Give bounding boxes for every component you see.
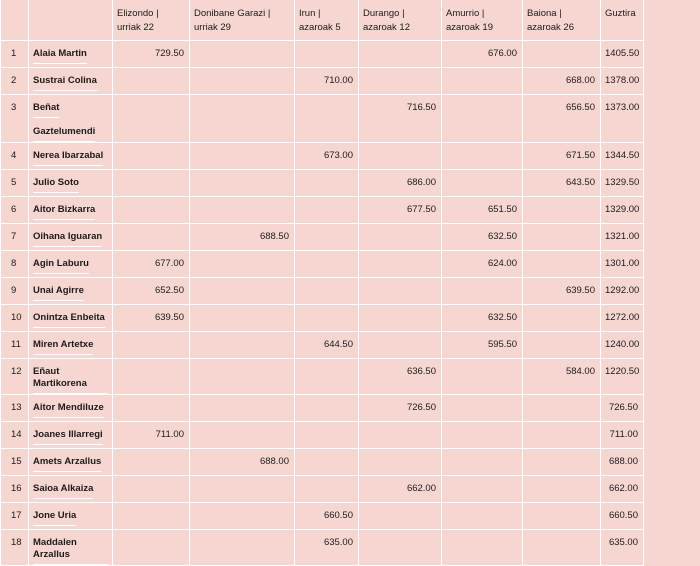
score-donibane bbox=[190, 332, 295, 359]
table-row bbox=[1, 332, 644, 359]
score-durango bbox=[359, 251, 442, 278]
competitor-name-cell bbox=[29, 278, 113, 305]
competitor-name-link[interactable]: Saioa Alkaiza bbox=[33, 483, 93, 499]
competitor-name-link[interactable]: Jone Uria bbox=[33, 510, 76, 526]
competitor-name-link[interactable]: Maddalen Arzallus bbox=[33, 537, 108, 565]
score-baiona bbox=[523, 41, 601, 68]
score-durango bbox=[359, 422, 442, 449]
row-number: 14 bbox=[1, 422, 29, 449]
competitor-name-cell bbox=[29, 305, 113, 332]
row-number: 3 bbox=[1, 95, 29, 143]
total-score: 1329.00 bbox=[601, 197, 644, 224]
table-row bbox=[1, 197, 644, 224]
competitor-name-cell bbox=[29, 530, 113, 566]
competitor-name-cell bbox=[29, 224, 113, 251]
score-donibane: 688.00 bbox=[190, 449, 295, 476]
table-row bbox=[1, 224, 644, 251]
score-amurrio: 632.50 bbox=[442, 305, 523, 332]
score-donibane bbox=[190, 170, 295, 197]
col-header-guztira: Guztira bbox=[601, 0, 644, 41]
score-elizondo bbox=[113, 503, 190, 530]
score-elizondo bbox=[113, 224, 190, 251]
row-number: 4 bbox=[1, 143, 29, 170]
col-header-amurrio: Amurrio | azaroak 19 bbox=[442, 0, 523, 41]
table-row bbox=[1, 170, 644, 197]
col-header-donibane: Donibane Garazi | urriak 29 bbox=[190, 0, 295, 41]
competitor-name-cell bbox=[29, 41, 113, 68]
score-elizondo bbox=[113, 530, 190, 566]
score-durango: 662.00 bbox=[359, 476, 442, 503]
competitor-name-link[interactable]: Amets Arzallus bbox=[33, 456, 101, 472]
table-row bbox=[1, 278, 644, 305]
table-row bbox=[1, 68, 644, 95]
competitor-name-cell bbox=[29, 251, 113, 278]
score-irun bbox=[295, 305, 359, 332]
total-score: 726.50 bbox=[601, 395, 644, 422]
score-amurrio: 595.50 bbox=[442, 332, 523, 359]
score-durango bbox=[359, 503, 442, 530]
score-baiona bbox=[523, 395, 601, 422]
table-row bbox=[1, 503, 644, 530]
score-donibane bbox=[190, 359, 295, 395]
score-durango bbox=[359, 530, 442, 566]
score-durango: 726.50 bbox=[359, 395, 442, 422]
table-row bbox=[1, 395, 644, 422]
competitor-name-link[interactable]: Beñat bbox=[33, 102, 59, 118]
row-number: 9 bbox=[1, 278, 29, 305]
score-elizondo bbox=[113, 170, 190, 197]
score-elizondo: 677.00 bbox=[113, 251, 190, 278]
score-irun bbox=[295, 359, 359, 395]
score-elizondo bbox=[113, 332, 190, 359]
competitor-name-link[interactable]: Miren Artetxe bbox=[33, 339, 93, 355]
row-number: 16 bbox=[1, 476, 29, 503]
score-donibane bbox=[190, 95, 295, 143]
score-irun bbox=[295, 395, 359, 422]
total-score: 1292.00 bbox=[601, 278, 644, 305]
score-elizondo: 652.50 bbox=[113, 278, 190, 305]
col-header-num bbox=[1, 0, 29, 41]
table-row bbox=[1, 143, 644, 170]
score-donibane bbox=[190, 422, 295, 449]
score-baiona bbox=[523, 224, 601, 251]
row-number: 11 bbox=[1, 332, 29, 359]
score-baiona bbox=[523, 197, 601, 224]
score-durango bbox=[359, 41, 442, 68]
total-score: 1301.00 bbox=[601, 251, 644, 278]
score-irun bbox=[295, 41, 359, 68]
competitor-name-link[interactable]: Sustrai Colina bbox=[33, 75, 97, 91]
total-score: 662.00 bbox=[601, 476, 644, 503]
competitor-name-cell bbox=[29, 422, 113, 449]
row-number: 10 bbox=[1, 305, 29, 332]
score-elizondo bbox=[113, 359, 190, 395]
score-donibane bbox=[190, 305, 295, 332]
competitor-name-link[interactable]: Joanes Illarregi bbox=[33, 429, 103, 445]
competitor-name-cell bbox=[29, 170, 113, 197]
score-durango bbox=[359, 68, 442, 95]
score-irun: 660.50 bbox=[295, 503, 359, 530]
score-amurrio bbox=[442, 422, 523, 449]
row-number: 2 bbox=[1, 68, 29, 95]
score-elizondo: 711.00 bbox=[113, 422, 190, 449]
score-amurrio bbox=[442, 278, 523, 305]
score-baiona: 656.50 bbox=[523, 95, 601, 143]
score-baiona bbox=[523, 503, 601, 530]
score-amurrio bbox=[442, 143, 523, 170]
total-score: 1378.00 bbox=[601, 68, 644, 95]
row-number: 17 bbox=[1, 503, 29, 530]
score-donibane bbox=[190, 395, 295, 422]
total-score: 660.50 bbox=[601, 503, 644, 530]
score-durango bbox=[359, 332, 442, 359]
score-elizondo bbox=[113, 476, 190, 503]
score-baiona bbox=[523, 251, 601, 278]
total-score: 711.00 bbox=[601, 422, 644, 449]
table-row bbox=[1, 305, 644, 332]
total-score: 1240.00 bbox=[601, 332, 644, 359]
score-durango: 716.50 bbox=[359, 95, 442, 143]
score-baiona bbox=[523, 476, 601, 503]
score-irun bbox=[295, 422, 359, 449]
competitor-name-cell bbox=[29, 197, 113, 224]
score-irun bbox=[295, 170, 359, 197]
col-header-elizondo: Elizondo | urriak 22 bbox=[113, 0, 190, 41]
total-score: 688.00 bbox=[601, 449, 644, 476]
table-row bbox=[1, 359, 644, 395]
score-irun bbox=[295, 476, 359, 503]
col-header-irun: Irun | azaroak 5 bbox=[295, 0, 359, 41]
table-row bbox=[1, 422, 644, 449]
score-elizondo bbox=[113, 449, 190, 476]
score-amurrio bbox=[442, 95, 523, 143]
col-header-name bbox=[29, 0, 113, 41]
score-elizondo bbox=[113, 68, 190, 95]
score-elizondo bbox=[113, 95, 190, 143]
table-row bbox=[1, 530, 644, 566]
table-row bbox=[1, 95, 644, 143]
competitor-name-link[interactable]: Gaztelumendi bbox=[33, 126, 95, 142]
score-amurrio bbox=[442, 170, 523, 197]
score-donibane: 688.50 bbox=[190, 224, 295, 251]
score-durango bbox=[359, 143, 442, 170]
score-durango: 677.50 bbox=[359, 197, 442, 224]
competitor-name-cell bbox=[29, 449, 113, 476]
competitor-name-cell bbox=[29, 476, 113, 503]
row-number: 5 bbox=[1, 170, 29, 197]
score-amurrio bbox=[442, 395, 523, 422]
competitor-name-link[interactable]: Agin Laburu bbox=[33, 258, 89, 274]
competitor-name-cell bbox=[29, 332, 113, 359]
competitor-name-cell bbox=[29, 395, 113, 422]
row-number: 15 bbox=[1, 449, 29, 476]
score-baiona bbox=[523, 332, 601, 359]
score-irun: 710.00 bbox=[295, 68, 359, 95]
table-row bbox=[1, 476, 644, 503]
score-irun bbox=[295, 278, 359, 305]
total-score: 1405.50 bbox=[601, 41, 644, 68]
score-elizondo bbox=[113, 197, 190, 224]
score-amurrio: 651.50 bbox=[442, 197, 523, 224]
header-row bbox=[1, 0, 644, 41]
score-amurrio: 632.50 bbox=[442, 224, 523, 251]
table-row bbox=[1, 449, 644, 476]
score-donibane bbox=[190, 197, 295, 224]
competitor-name-link[interactable]: Aitor Bizkarra bbox=[33, 204, 95, 220]
score-irun: 644.50 bbox=[295, 332, 359, 359]
score-donibane bbox=[190, 476, 295, 503]
score-amurrio bbox=[442, 476, 523, 503]
row-number: 1 bbox=[1, 41, 29, 68]
row-number: 13 bbox=[1, 395, 29, 422]
total-score: 1329.50 bbox=[601, 170, 644, 197]
score-durango bbox=[359, 305, 442, 332]
score-durango bbox=[359, 278, 442, 305]
competitor-name-link[interactable]: Nerea Ibarzabal bbox=[33, 150, 103, 166]
competitor-name-cell bbox=[29, 359, 113, 395]
table-row bbox=[1, 41, 644, 68]
competitor-name-link[interactable]: Aitor Mendiluze bbox=[33, 402, 104, 418]
score-durango bbox=[359, 449, 442, 476]
competitor-name-cell bbox=[29, 143, 113, 170]
score-irun bbox=[295, 95, 359, 143]
score-elizondo: 639.50 bbox=[113, 305, 190, 332]
score-amurrio bbox=[442, 530, 523, 566]
row-number: 6 bbox=[1, 197, 29, 224]
score-baiona: 668.00 bbox=[523, 68, 601, 95]
score-donibane bbox=[190, 251, 295, 278]
score-amurrio bbox=[442, 449, 523, 476]
total-score: 1344.50 bbox=[601, 143, 644, 170]
col-header-baiona: Baiona | azaroak 26 bbox=[523, 0, 601, 41]
score-baiona bbox=[523, 449, 601, 476]
row-number: 8 bbox=[1, 251, 29, 278]
row-number: 18 bbox=[1, 530, 29, 566]
competitor-name-link[interactable]: Oihana Iguaran bbox=[33, 231, 102, 247]
score-durango: 686.00 bbox=[359, 170, 442, 197]
score-elizondo bbox=[113, 395, 190, 422]
score-amurrio: 624.00 bbox=[442, 251, 523, 278]
score-baiona: 584.00 bbox=[523, 359, 601, 395]
competitor-name-link[interactable]: Unai Agirre bbox=[33, 285, 84, 301]
competitor-name-cell bbox=[29, 68, 113, 95]
row-number: 7 bbox=[1, 224, 29, 251]
table-row bbox=[1, 251, 644, 278]
col-header-durango: Durango | azaroak 12 bbox=[359, 0, 442, 41]
score-elizondo bbox=[113, 143, 190, 170]
score-donibane bbox=[190, 143, 295, 170]
score-irun bbox=[295, 251, 359, 278]
score-donibane bbox=[190, 530, 295, 566]
competitor-name-link[interactable]: Onintza Enbeita bbox=[33, 312, 105, 328]
total-score: 1321.00 bbox=[601, 224, 644, 251]
competitor-name-link[interactable]: Eñaut Martikorena bbox=[33, 366, 108, 394]
score-baiona bbox=[523, 422, 601, 449]
total-score: 635.00 bbox=[601, 530, 644, 566]
score-elizondo: 729.50 bbox=[113, 41, 190, 68]
score-baiona: 639.50 bbox=[523, 278, 601, 305]
score-amurrio bbox=[442, 503, 523, 530]
score-irun bbox=[295, 224, 359, 251]
score-irun: 673.00 bbox=[295, 143, 359, 170]
score-irun bbox=[295, 197, 359, 224]
score-durango: 636.50 bbox=[359, 359, 442, 395]
score-baiona bbox=[523, 530, 601, 566]
row-number: 12 bbox=[1, 359, 29, 395]
score-donibane bbox=[190, 41, 295, 68]
score-durango bbox=[359, 224, 442, 251]
score-donibane bbox=[190, 68, 295, 95]
competitor-name-cell bbox=[29, 95, 113, 143]
total-score: 1220.50 bbox=[601, 359, 644, 395]
score-irun: 635.00 bbox=[295, 530, 359, 566]
score-amurrio: 676.00 bbox=[442, 41, 523, 68]
score-baiona bbox=[523, 305, 601, 332]
total-score: 1272.00 bbox=[601, 305, 644, 332]
competitor-name-link[interactable]: Alaia Martin bbox=[33, 48, 87, 64]
score-irun bbox=[295, 449, 359, 476]
competitor-name-cell bbox=[29, 503, 113, 530]
score-amurrio bbox=[442, 359, 523, 395]
score-baiona: 671.50 bbox=[523, 143, 601, 170]
score-amurrio bbox=[442, 68, 523, 95]
score-baiona: 643.50 bbox=[523, 170, 601, 197]
competitor-name-link[interactable]: Julio Soto bbox=[33, 177, 79, 193]
score-donibane bbox=[190, 278, 295, 305]
total-score: 1373.00 bbox=[601, 95, 644, 143]
score-donibane bbox=[190, 503, 295, 530]
